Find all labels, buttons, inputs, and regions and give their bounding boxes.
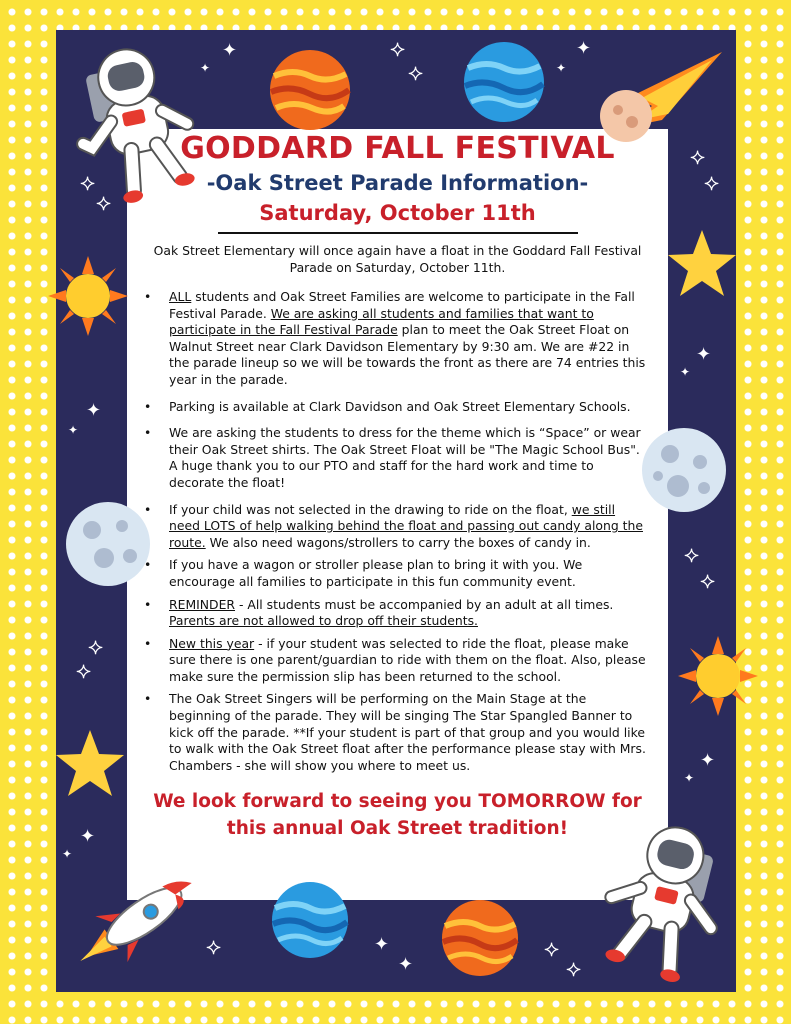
list-item: • The Oak Street Singers will be performing on the Main Stage at the beginning of the parade. They will be singing The Star Spangled Banner to kick off the parade. **If your student is part of that group and you would like to walk with the Oak Street float after the performance please stay with Mrs. Chambers - she will show you where to meet us. xyxy=(144,691,646,773)
planet-icon xyxy=(462,40,546,124)
planet-icon xyxy=(440,898,520,978)
sparkle-icon: ✦ xyxy=(398,954,414,975)
sparkle-icon: ✦ xyxy=(408,64,424,85)
list-item: • If you have a wagon or stroller please plan to bring it with you. We encourage all families to participate in this fun community event. xyxy=(144,557,583,589)
list-item: • We are asking the students to dress for the theme which is “Space” or wear their Oak Street shirts. The Oak Street Float will be "The Magic School Bus". A huge thank you to our PTO and staff for the hard work and time to decorate the float! xyxy=(144,425,641,490)
parade-subtitle: -Oak Street Parade Information- xyxy=(206,171,589,195)
sparkle-icon: ✦ xyxy=(576,38,592,59)
sparkle-icon: ✦ xyxy=(556,61,567,75)
bullet: • xyxy=(144,425,152,441)
sparkle-icon: ✦ xyxy=(222,40,238,61)
list-item: • If your child was not selected in the drawing to ride on the float, we still need LOTS of help walking behind the float and passing out candy along the route. We also need wagons/strollers to carry the boxes of candy in. xyxy=(144,501,643,550)
sparkle-icon: ✦ xyxy=(690,148,706,169)
sparkle-icon: ✦ xyxy=(700,572,716,593)
sparkle-icon: ✦ xyxy=(88,638,104,659)
intro-paragraph: Oak Street Elementary will once again have a float in the Goddard Fall Festival Parade on Saturday, October 11th. xyxy=(153,243,642,275)
sparkle-icon: ✦ xyxy=(544,940,560,961)
list-item: • New this year - if your student was selected to ride the float, please make sure there is one parent/guardian to ride with them on the float. Also, please make sure the permission slip has been returned to the school. xyxy=(144,635,646,684)
sparkle-icon: ✦ xyxy=(96,194,112,215)
closing-message: We look forward to seeing you TOMORROW for this annual Oak Street tradition! xyxy=(153,791,642,840)
sparkle-icon: ✦ xyxy=(80,826,96,847)
sparkle-icon: ✦ xyxy=(696,344,712,365)
list-item: • Parking is available at Clark Davidson and Oak Street Elementary Schools. xyxy=(144,398,631,414)
list-item: • ALL students and Oak Street Families are welcome to participate in the Fall Festival Parade. We are asking all students and families that want to participate in the Fall Festival Parade plan to meet the Oak Street Float on Walnut Street near Clark Davidson Elementary by 9:30 am. We are #22 in the parade lineup so we will be towards the front as there are 74 entries this year in the parade. xyxy=(144,289,646,387)
rocket-icon xyxy=(66,872,206,972)
bullet: • xyxy=(144,596,152,612)
bullet: • xyxy=(144,501,152,517)
bullet: • xyxy=(144,691,152,707)
sparkle-icon: ✦ xyxy=(566,960,582,981)
festival-title: GODDARD FALL FESTIVAL xyxy=(180,131,615,166)
planet-icon xyxy=(270,880,350,960)
sparkle-icon: ✦ xyxy=(704,174,720,195)
star-icon xyxy=(666,228,738,300)
planet-icon xyxy=(268,48,352,132)
sparkle-icon: ✦ xyxy=(80,174,96,195)
sparkle-icon: ✦ xyxy=(390,40,406,61)
sparkle-icon: ✦ xyxy=(68,423,79,437)
sun-icon xyxy=(678,636,758,716)
sparkle-icon: ✦ xyxy=(680,365,691,379)
flyer-content xyxy=(127,129,668,842)
sparkle-icon: ✦ xyxy=(76,662,92,683)
star-icon xyxy=(54,728,126,800)
bullet: • xyxy=(144,398,152,414)
sun-icon xyxy=(48,256,128,336)
bullet: • xyxy=(144,635,152,651)
title-divider xyxy=(218,232,578,234)
sparkle-icon: ✦ xyxy=(374,934,390,955)
sparkle-icon: ✦ xyxy=(700,750,716,771)
bullet: • xyxy=(144,289,152,304)
sparkle-icon: ✦ xyxy=(684,546,700,567)
sparkle-icon: ✦ xyxy=(200,61,211,75)
sparkle-icon: ✦ xyxy=(62,847,73,861)
sparkle-icon: ✦ xyxy=(86,400,102,421)
bullet: • xyxy=(144,557,152,573)
list-item: • REMINDER - All students must be accompanied by an adult at all times. Parents are not allowed to drop off their students. xyxy=(144,596,614,629)
sparkle-icon: ✦ xyxy=(206,938,222,959)
event-date: Saturday, October 11th xyxy=(259,201,536,225)
sparkle-icon: ✦ xyxy=(684,771,695,785)
info-list xyxy=(127,289,668,774)
